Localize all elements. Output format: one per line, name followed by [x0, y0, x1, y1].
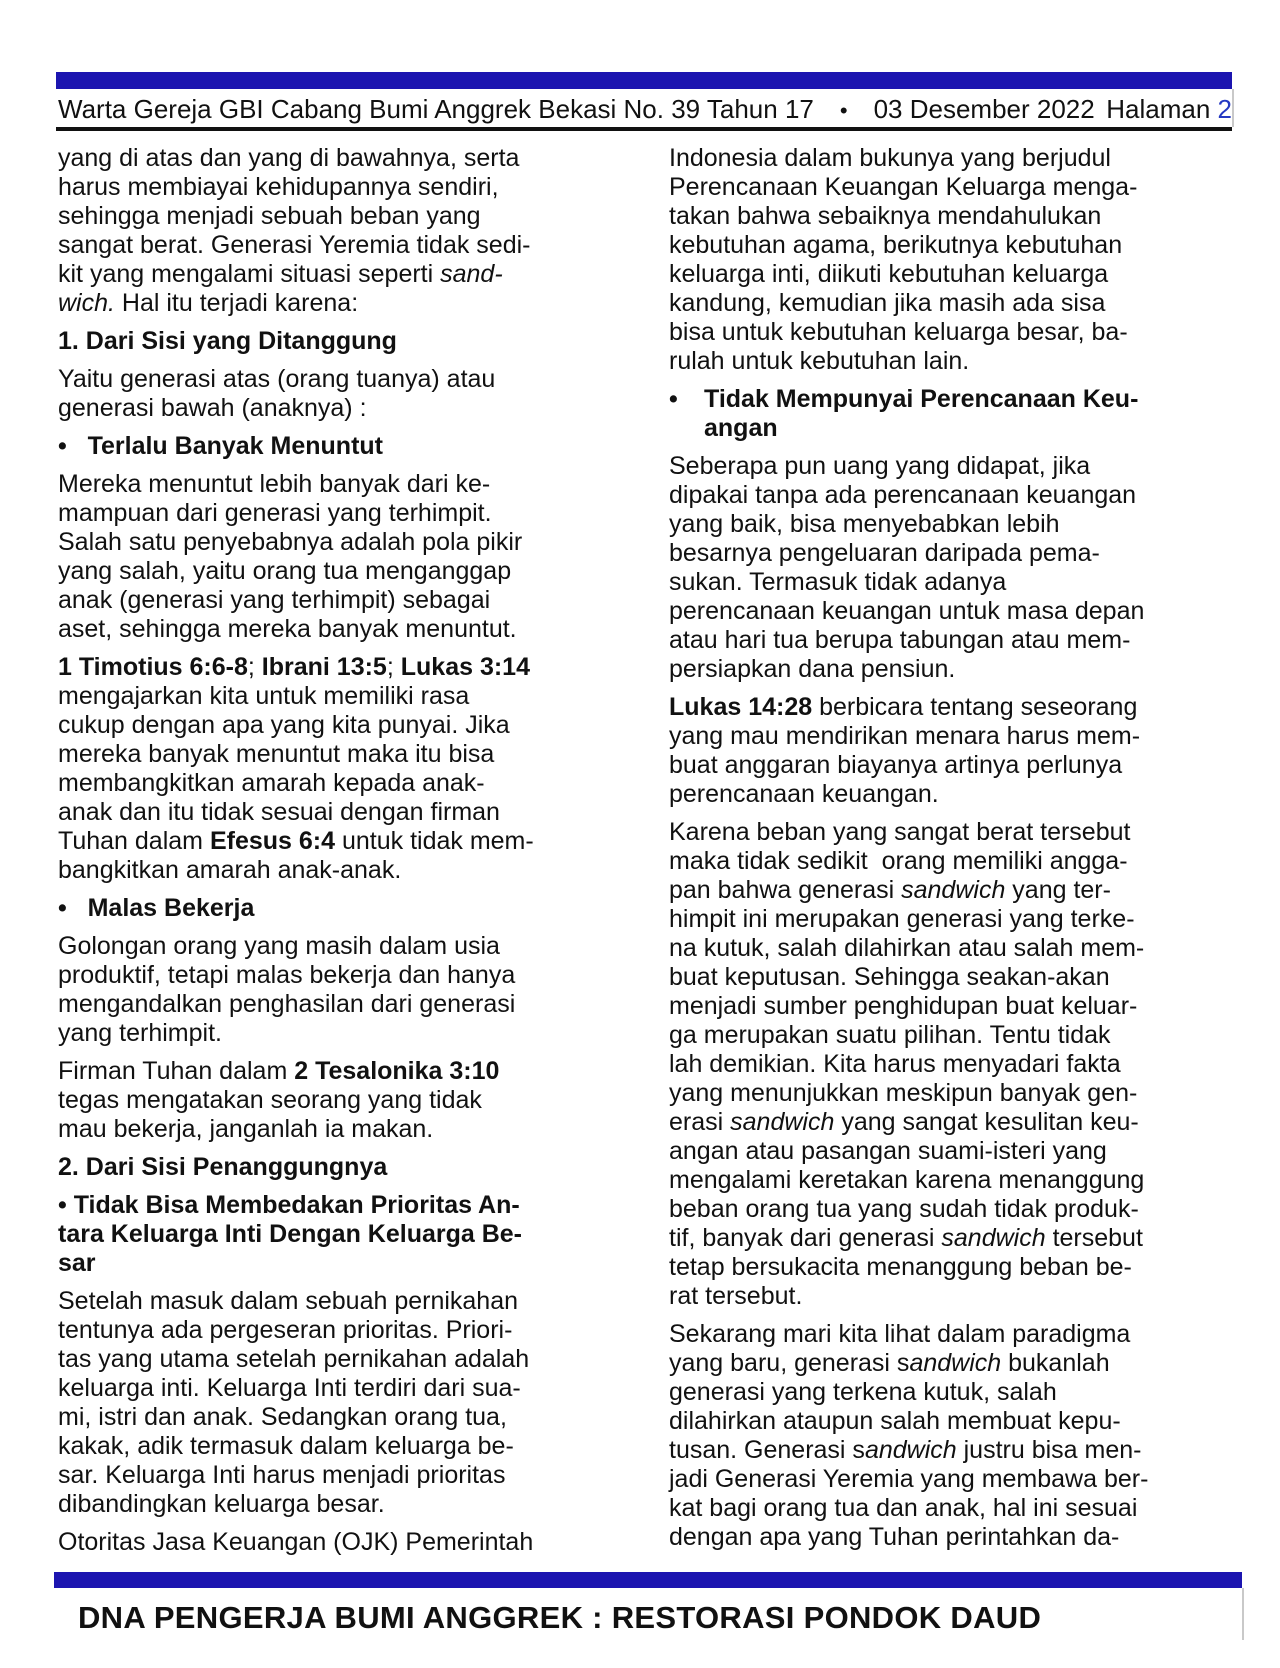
- page-label: Halaman: [1106, 94, 1211, 124]
- body-paragraph: Golongan orang yang masih dalam usia produktif, tetapi malas bekerja dan hanya mengandalkan penghasilan dari generasi yang terhimpit.: [58, 932, 516, 1047]
- body-paragraph: Mereka menuntut lebih banyak dari ke- mampuan dari generasi yang terhimpit. Salah satu penyebabnya adalah pola pikir yang salah, yaitu orang tua menganggap anak (generasi yang terhimpit) sebagai aset, sehingga mereka banyak menuntut.: [58, 470, 523, 643]
- body-paragraph: Otoritas Jasa Keuangan (OJK) Pemerintah: [58, 1528, 534, 1556]
- body-paragraph: Sekarang mari kita lihat dalam paradigma yang baru, generasi sandwich bukanlah generasi yang terkena kutuk, salah dilahirkan ataupun salah membuat kepu- tusan. Generasi sandwich justru bisa men- jadi Generasi Yeremia yang membawa ber- kat bagi orang tua dan anak, hal ini sesuai dengan apa yang Tuhan perintahkan da-: [669, 1320, 1149, 1551]
- issue-date: 03 Desember 2022: [873, 94, 1095, 124]
- bullet-heading-text: Tidak Mempunyai Perencanaan Keu- angan: [704, 385, 1139, 442]
- body-paragraph-scripture: Lukas 14:28 berbicara tentang seseorang yang mau mendirikan menara harus mem- buat anggaran biayanya artinya perlunya perencanaan keuangan.: [669, 693, 1141, 808]
- right-column: [669, 144, 1234, 1557]
- page-header: [58, 94, 1232, 125]
- bullet-heading-terlalu-banyak-menuntut: • Terlalu Banyak Menuntut: [58, 432, 383, 460]
- page-number: 2: [1217, 94, 1232, 124]
- body-paragraph: Setelah masuk dalam sebuah pernikahan tentunya ada pergeseran prioritas. Priori- tas yang utama setelah pernikahan adalah keluarga inti. Keluarga Inti terdiri dari sua- mi, istri dan anak. Sedangkan orang tua, kakak, adik termasuk dalam keluarga be- sar. Keluarga Inti harus menjadi prioritas dibandingkan keluarga besar.: [58, 1287, 530, 1518]
- newsletter-title: Warta Gereja GBI Cabang Bumi Anggrek Bekasi No. 39 Tahun 17: [58, 94, 814, 124]
- header-right-group: [1106, 94, 1232, 125]
- bullet-separator-icon: •: [839, 98, 848, 123]
- bullet-heading-perencanaan-keuangan: [669, 385, 1234, 443]
- bullet-heading-malas-bekerja: • Malas Bekerja: [58, 894, 255, 922]
- body-paragraph: Karena beban yang sangat berat tersebut maka tidak sedikit orang memiliki angga- pan bahwa generasi sandwich yang ter- himpit ini merupakan generasi yang terke- na kutuk, salah dilahirkan atau salah mem- buat keputusan. Sehingga seakan-akan menjadi sumber penghidupan buat keluar- ga merupakan suatu pilihan. Tentu tidak lah demikian. Kita harus menyadari fakta yang menunjukkan meskipun banyak gen- erasi sandwich yang sangat kesulitan keu- angan atau pasangan suami-isteri yang mengalami keretakan karena menanggung beban orang tua yang sudah tidak produk- tif, banyak dari generasi sandwich tersebut tetap bersukacita menanggung beban be- rat tersebut.: [669, 818, 1145, 1310]
- section-heading-2: 2. Dari Sisi Penanggungnya: [58, 1153, 388, 1181]
- footer-slogan: DNA PENGERJA BUMI ANGGREK : RESTORASI PONDOK DAUD: [78, 1600, 1042, 1635]
- body-paragraph: yang di atas dan yang di bawahnya, serta harus membiayai kehidupannya sendiri, sehingga menjadi sebuah beban yang sangat berat. Generasi Yeremia tidak sedi- kit yang mengalami situasi seperti sand- wich. Hal itu terjadi karena:: [58, 144, 531, 317]
- body-paragraph: Seberapa pun uang yang didapat, jika dipakai tanpa ada perencanaan keuangan yang baik, bisa menyebabkan lebih besarnya pengeluaran daripada pema- sukan. Termasuk tidak adanya perencanaan keuangan untuk masa depan atau hari tua berupa tabungan atau mem- persiapkan dana pensiun.: [669, 452, 1145, 683]
- bullet-icon: •: [669, 385, 678, 413]
- body-paragraph: Yaitu generasi atas (orang tuanya) atau generasi bawah (anaknya) :: [58, 365, 496, 422]
- header-rule: [56, 127, 1232, 131]
- body-paragraph: Indonesia dalam bukunya yang berjudul Perencanaan Keuangan Keluarga menga- takan bahwa sebaiknya mendahulukan kebutuhan agama, berikutnya kebutuhan keluarga inti, diikuti kebutuhan keluarga kandung, kemudian jika masih ada sisa bisa untuk kebutuhan keluarga besar, ba- rulah untuk kebutuhan lain.: [669, 144, 1138, 375]
- body-paragraph-scripture: Firman Tuhan dalam 2 Tesalonika 3:10 tegas mengatakan seorang yang tidak mau bekerja, janganlah ia makan.: [58, 1057, 500, 1143]
- bullet-heading-prioritas: • Tidak Bisa Membedakan Prioritas An- tara Keluarga Inti Dengan Keluarga Be- sar: [58, 1191, 523, 1277]
- header-blue-bar: [56, 72, 1232, 89]
- section-heading-1: 1. Dari Sisi yang Ditanggung: [58, 327, 397, 355]
- scan-edge-line-bottom: [1242, 1588, 1244, 1640]
- header-left-group: [58, 94, 1095, 125]
- scan-edge-line-top: [1232, 89, 1234, 127]
- body-paragraph-scripture: 1 Timotius 6:6-8; Ibrani 13:5; Lukas 3:14 mengajarkan kita untuk memiliki rasa cukup dengan apa yang kita punyai. Jika mereka banyak menuntut maka itu bisa membangkitkan amarah kepada anak- anak dan itu tidak sesuai dengan firman Tuhan dalam Efesus 6:4 untuk tidak mem- bangkitkan amarah anak-anak.: [58, 653, 534, 884]
- article-body: [58, 144, 1234, 1557]
- footer-blue-bar: [54, 1572, 1242, 1588]
- left-column: [58, 144, 643, 1557]
